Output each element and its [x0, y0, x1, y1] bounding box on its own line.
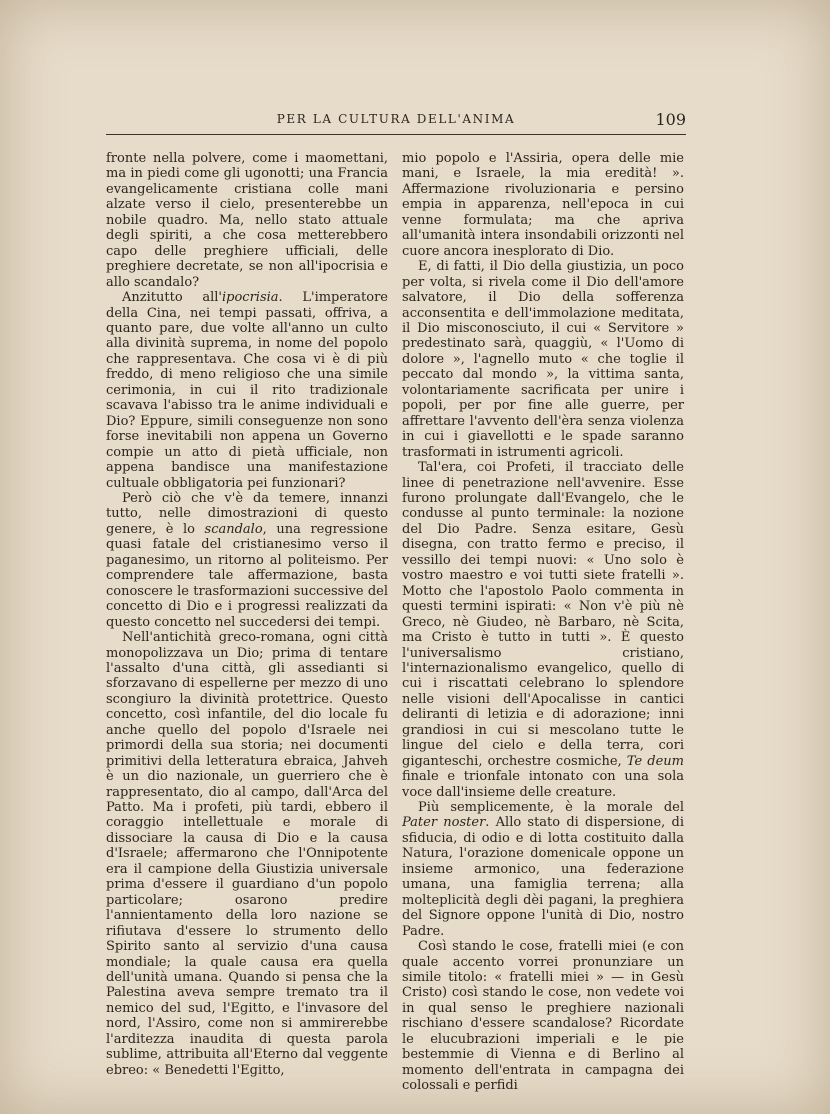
text-run: . L'imperatore della Cina, nei tempi passati, offriva, a quanto pare, due volte all'anno un culto alla divinità suprema, in nome del popolo che rappresentava. Che cosa vi è di più freddo, di meno religioso che una simile cerimonia, in cui il rito tradizionale scavava l'abisso tra le anime individuali e Dio? Eppure, simili conseguenze non sono forse inevitabili non appena un Governo compie un atto di pietà ufficiale, non appena bandisce una manifestazione cultuale obbligatoria pei funzionari? — [106, 290, 388, 491]
paragraph: Così stando le cose, fratelli miei (e con quale accento vorrei pronunziare un simile titolo: « fratelli miei » — in Gesù Cristo) così stando le cose, non vedete voi in qual senso le preghiere nazionali rischiano d'essere scandalose? Ricordate le elucubrazioni imperiali e le pie bestemmie di Vienna e di Berlino al momento dell'entrata in campagna dei colossali e perfidi — [402, 939, 684, 1094]
page-header — [106, 110, 686, 135]
paragraph — [402, 460, 684, 800]
text-run: Anzitutto all' — [122, 290, 222, 306]
text-run: Però ciò che v'è da temere, innanzi tutto, nelle dimostrazioni di questo genere, è lo — [106, 490, 388, 537]
italic-text: Te deum — [626, 753, 684, 769]
text-run: Più semplicemente, è la morale del — [418, 800, 684, 816]
left-text-column — [106, 151, 388, 1078]
italic-text: Pater noster — [402, 815, 486, 831]
paragraph: E, di fatti, il Dio della giustizia, un poco per volta, si rivela come il Dio dell'amore salvatore, il Dio della sofferenza acconsentita e dell'immolazione meditata, il Dio misconosciuto, il cui « Servitore » predestinato sarà, quaggiù, « l'Uomo di dolore », l'agnello muto « che toglie il peccato dal mondo », la vittima santa, volontariamente sacrificata per unire i popoli, per por fine alle guerre, per affrettare l'avvento dell'èra senza violenza in cui i giavellotti e le spade saranno trasformati in istrumenti agricoli. — [402, 259, 684, 460]
right-text-column — [402, 151, 684, 1094]
italic-text: ipocrisia — [221, 290, 279, 306]
running-head: PER LA CULTURA DELL'ANIMA — [276, 112, 516, 126]
text-run: , una regressione quasi fatale del cristianesimo verso il paganesimo, un ritorno al politeismo. Per comprendere tale affermazione, basta conoscere le trasformazioni successive del concetto di Dio e i progressi realizzati da questo concetto nel succedersi dei tempi. — [106, 521, 388, 630]
text-run: finale e trionfale intonato con una sola voce dall'insieme delle creature. — [402, 769, 684, 800]
paragraph — [106, 290, 388, 491]
text-run: Tal'era, coi Profeti, il tracciato delle linee di penetrazione nell'avvenire. Esse furono prolungate dall'Evangelo, che le condusse al punto terminale: la nozione del Dio Padre. Senza esitare, Gesù disegna, con tratto fermo e preciso, il vessillo dei tempi nuovi: « Uno solo è vostro maestro e voi tutti siete fratelli ». Motto che l'apostolo Paolo commenta in questi termini ispirati: « Non v'è più nè Greco, nè Giudeo, nè Barbaro, nè Scita, ma Cristo è tutto in tutti ». È questo l'universalismo cristiano, l'internazionalismo evangelico, quello di cui i riscattati celebrano lo splendore nelle visioni dell'Apocalisse in cantici deliranti di letizia e di adorazione; inni grandiosi in cui si mescolano tutte le lingue del cielo e della terra, cori giganteschi, orchestre cosmiche, — [402, 460, 684, 769]
page-number: 109 — [655, 110, 686, 129]
italic-text: scandalo — [204, 521, 263, 537]
paragraph: fronte nella polvere, come i maomettani, ma in piedi come gli ugonotti; una Francia evangelicamente cristiana colle mani alzate verso il cielo, presenterebbe un nobile quadro. Ma, nello stato attuale degli spiriti, a che cosa metterebbero capo delle preghiere ufficiali, delle preghiere decretate, se non all'ipocrisia e allo scandalo? — [106, 151, 388, 290]
paragraph: Nell'antichità greco-romana, ogni città monopolizzava un Dio; prima di tentare l'assalto d'una città, gli assedianti si sforzavano di espellerne per mezzo di uno scongiuro la divinità protettrice. Questo concetto, così infantile, del dio locale fu anche quello del popolo d'Israele nei primordi della sua storia; nei documenti primitivi della letteratura ebraica, Jahveh è un dio nazionale, un guerriero che è rappresentato, dio al campo, dall'Arca del Patto. Ma i profeti, più tardi, ebbero il coraggio intellettuale e morale di dissociare la causa di Dio e la causa d'Israele; affermarono che l'Onnipotente era il campione della Giustizia universale prima d'essere il guardiano d'un popolo particolare; osarono predire l'annientamento della loro nazione se rifiutava d'essere lo strumento dello Spirito santo al servizio d'una causa mondiale; la quale causa era quella dell'unità umana. Quando si pensa che la Palestina aveva sempre tremato tra il nemico del sud, l'Egitto, e l'invasore del nord, l'Assiro, come non si ammirerebbe l'arditezza inaudita di questa parola sublime, attribuita all'Eterno dal veggente ebreo: « Benedetti l'Egitto, — [106, 630, 388, 1078]
text-run: . Allo stato di dispersione, di sfiducia, di odio e di lotta costituito dalla Natura, l'orazione domenicale oppone un insieme armonico, una federazione umana, una famiglia terrena; alla molteplicità degli dèi pagani, la preghiera del Signore oppone l'unità di Dio, nostro Padre. — [402, 815, 684, 939]
paragraph: mio popolo e l'Assiria, opera delle mie mani, e Israele, la mia eredità! ». Affermazione rivoluzionaria e persino empia in apparenza, nell'epoca in cui venne formulata; ma che apriva all'umanità intera insondabili orizzonti nel cuore ancora inesplorato di Dio. — [402, 151, 684, 259]
paragraph — [402, 800, 684, 939]
paragraph — [106, 491, 388, 630]
